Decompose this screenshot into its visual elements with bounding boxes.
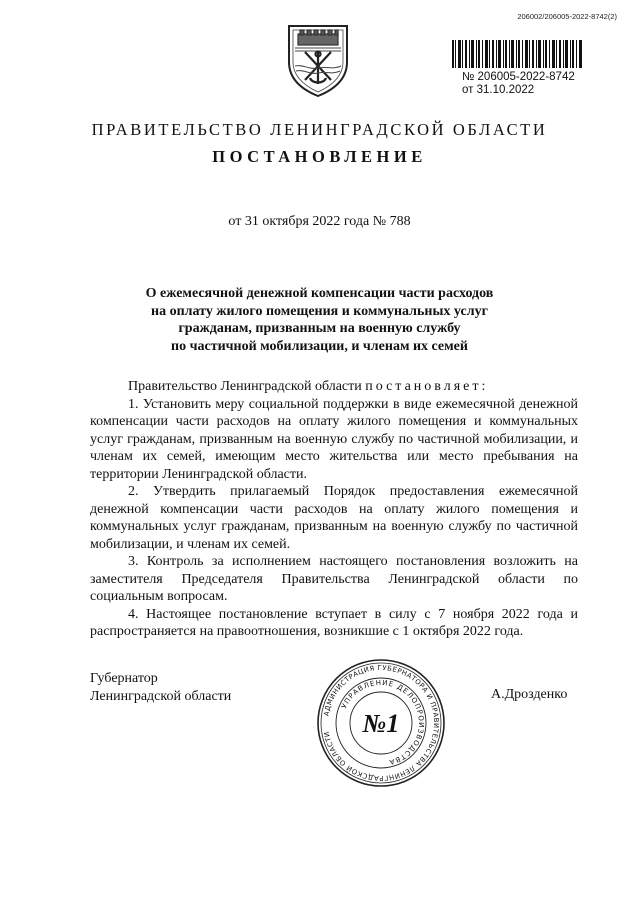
coat-of-arms-emblem [283, 22, 353, 98]
paragraph-3: 3. Контроль за исполнением настоящего постановления возложить на заместителя Председателя Правительства Ленинградской области по социальным вопросам. [90, 554, 578, 604]
stamp-inner-text: УПРАВЛЕНИЕ ДЕЛОПРОИЗВОДСТВА [340, 678, 426, 767]
resolution-title [0, 285, 639, 355]
resolution-body [90, 378, 578, 641]
resolution-date: от 31 октября 2022 года № 788 [228, 214, 411, 229]
signatory-name: А.Дрозденко [491, 687, 568, 702]
official-seal-stamp [315, 657, 447, 789]
title-line: О ежемесячной денежной компенсации части расходов [145, 286, 494, 301]
barcode [452, 40, 582, 68]
document-code: 206002/206005-2022-8742(2) [517, 12, 617, 21]
preamble: Правительство Ленинградской области постановляет: [128, 379, 486, 394]
paragraph-2: 2. Утвердить прилагаемый Порядок предоставления ежемесячной денежной компенсации части расходов на оплату жилого помещения и коммунальных услуг гражданам, призванным на военную службу по частичной мобилизации, и членам их семей. [90, 484, 578, 552]
title-line: на оплату жилого помещения и коммунальных услуг [151, 303, 488, 319]
stamp-number: №1 [362, 709, 400, 738]
stamp-outer-text: АДМИНИСТРАЦИЯ ГУБЕРНАТОРА И ПРАВИТЕЛЬСТВА ЛЕНИНГРАДСКОЙ ОБЛАСТИ [322, 663, 441, 783]
title-line: гражданам, призванным на военную службу [178, 321, 461, 336]
registration-number: № 206005-2022-8742 [462, 71, 575, 83]
paragraph-4: 4. Настоящее постановление вступает в силу с 7 ноября 2022 года и распространяется на правоотношения, возникшие с 1 октября 2022 года. [90, 606, 578, 639]
organization-name: ПРАВИТЕЛЬСТВО ЛЕНИНГРАДСКОЙ ОБЛАСТИ [91, 120, 548, 139]
paragraph-1: 1. Установить меру социальной поддержки в виде ежемесячной денежной компенсации части расходов на оплату жилого помещения и коммунальных услуг гражданам, призванным на военную службу по частичной мобилизации, и членам их семей, имеющим место жительства или место пребывания на территории Ленинградской области. [90, 396, 578, 482]
signatory-position: Губернатор Ленинградской области [90, 671, 232, 704]
document-type: ПОСТАНОВЛЕНИЕ [212, 147, 427, 166]
registration-date: от 31.10.2022 [462, 84, 535, 96]
title-line: по частичной мобилизации, и членам их семей [171, 338, 468, 354]
